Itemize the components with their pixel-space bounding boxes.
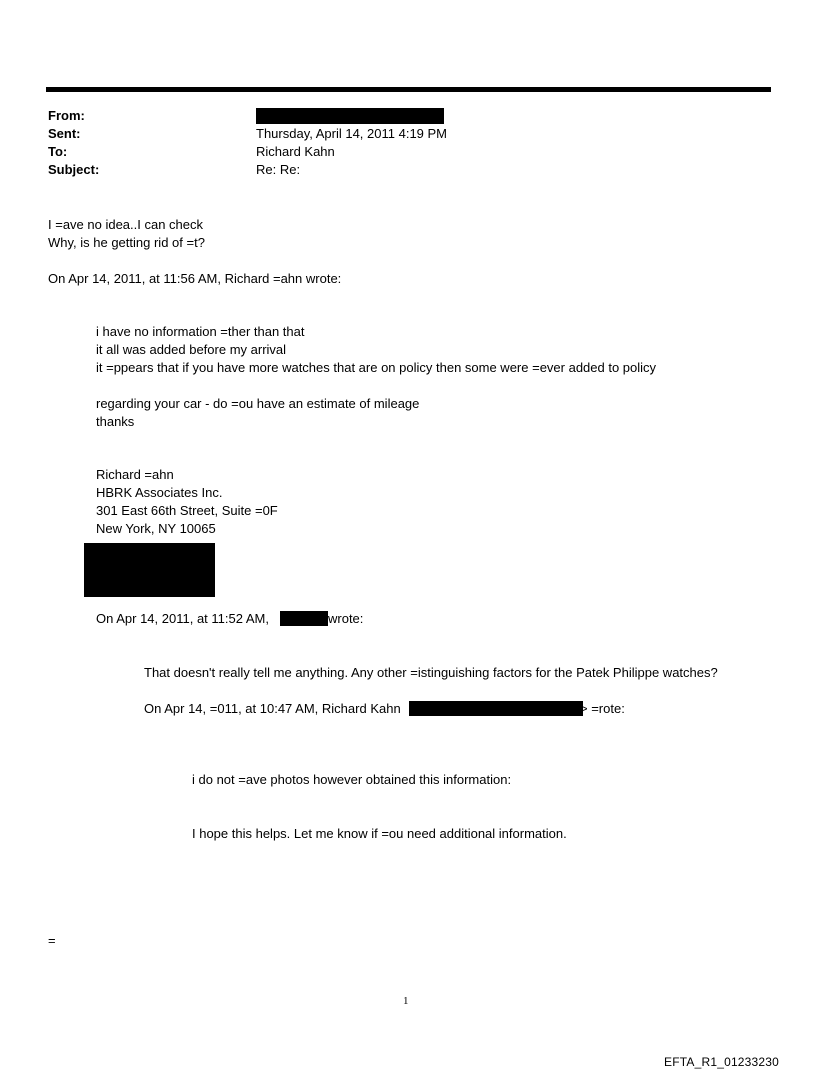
quote1-line-2: it all was added before my arrival <box>96 342 287 357</box>
quote3-line-1: i do not =ave photos however obtained this information: <box>192 772 512 787</box>
signature-address: 301 East 66th Street, Suite =0F <box>96 503 278 518</box>
page-number: 1 <box>403 995 409 1007</box>
subject-value: Re: Re: <box>256 162 301 177</box>
quote1-line-5: thanks <box>96 414 135 429</box>
quote2-intro-wrote: wrote: <box>328 611 364 626</box>
header-rule <box>46 87 771 92</box>
sent-value: Thursday, April 14, 2011 4:19 PM <box>256 126 448 141</box>
quote2-intro <box>96 610 269 628</box>
to-label: To: <box>48 144 68 159</box>
signature-company: HBRK Associates Inc. <box>96 485 223 500</box>
signature-city: New York, NY 10065 <box>96 521 216 536</box>
redacted-from <box>256 108 444 124</box>
quote2-intro-date: On Apr 14, 2011, at 11:52 AM, <box>96 611 269 626</box>
trailing-character: = <box>48 933 56 948</box>
sent-label: Sent: <box>48 126 81 141</box>
reply-line-2: Why, is he getting rid of =t? <box>48 235 205 250</box>
to-value: Richard Kahn <box>256 144 335 159</box>
redacted-signature-block <box>84 543 215 597</box>
quote1-line-3: it =ppears that if you have more watches that are on policy then some were =ever added to policy <box>96 360 657 375</box>
quote3-line-2: I hope this helps. Let me know if =ou need additional information. <box>192 826 567 841</box>
redacted-email <box>409 701 583 716</box>
quote3-intro-wrote: > =rote: <box>580 701 625 716</box>
quote1-line-4: regarding your car - do =ou have an estimate of mileage <box>96 396 420 411</box>
quote1-intro: On Apr 14, 2011, at 11:56 AM, Richard =ahn wrote: <box>48 271 342 286</box>
subject-label: Subject: <box>48 162 100 177</box>
quote3-intro: On Apr 14, =011, at 10:47 AM, Richard Kahn <box>144 701 401 716</box>
from-label: From: <box>48 108 85 123</box>
quote1-line-1: i have no information =ther than that <box>96 324 305 339</box>
redacted-sender <box>280 611 328 626</box>
reply-line-1: I =ave no idea..I can check <box>48 217 204 232</box>
document-id: EFTA_R1_01233230 <box>664 1055 780 1069</box>
signature-name: Richard =ahn <box>96 467 174 482</box>
quote2-line-1: That doesn't really tell me anything. Any other =istinguishing factors for the Patek Philippe watches? <box>144 665 718 680</box>
